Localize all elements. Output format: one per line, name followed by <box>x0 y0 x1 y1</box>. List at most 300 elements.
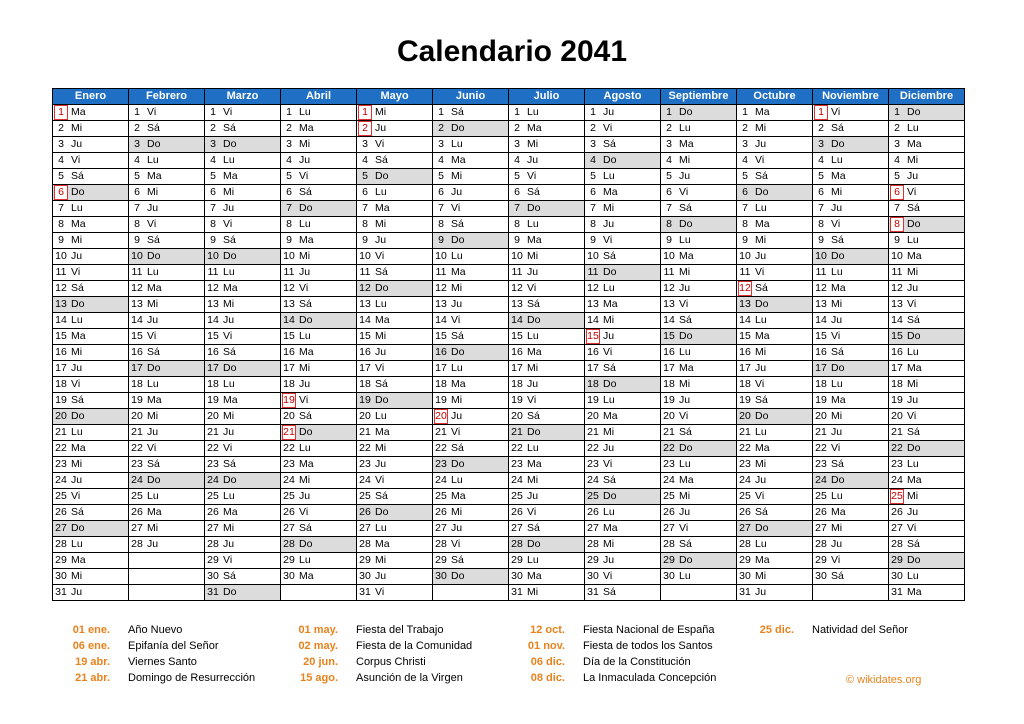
weekday-abbr: Lu <box>223 266 235 278</box>
weekday-abbr: Sá <box>831 458 844 470</box>
day-cell <box>661 457 737 473</box>
empty-cell <box>129 569 205 585</box>
weekday-abbr: Vi <box>223 218 233 230</box>
day-number: 4 <box>286 154 292 166</box>
day-cell <box>889 313 965 329</box>
day-cell <box>281 233 357 249</box>
weekday-abbr: Ma <box>299 458 314 470</box>
day-cell <box>509 441 585 457</box>
weekday-abbr: Vi <box>375 474 385 486</box>
weekday-abbr: Lu <box>755 314 767 326</box>
day-cell <box>281 265 357 281</box>
day-cell <box>281 361 357 377</box>
day-cell <box>53 233 129 249</box>
month-header: Febrero <box>129 89 205 105</box>
day-number: 21 <box>131 426 143 438</box>
day-number: 3 <box>286 138 292 150</box>
day-cell <box>737 393 813 409</box>
day-number: 16 <box>435 346 447 358</box>
day-cell <box>661 489 737 505</box>
day-number: 6 <box>54 185 68 200</box>
weekday-abbr: Lu <box>755 426 767 438</box>
day-number: 4 <box>590 154 596 166</box>
weekday-abbr: Vi <box>907 522 917 534</box>
day-number: 8 <box>134 218 140 230</box>
day-cell <box>205 441 281 457</box>
weekday-abbr: Do <box>603 490 617 502</box>
weekday-abbr: Do <box>375 170 389 182</box>
weekday-abbr: Ma <box>679 138 694 150</box>
holiday-date: 20 jun. <box>303 656 338 668</box>
weekday-abbr: Mi <box>71 122 83 134</box>
day-number: 4 <box>362 154 368 166</box>
day-cell <box>281 329 357 345</box>
weekday-abbr: Vi <box>147 330 157 342</box>
weekday-abbr: Ma <box>375 538 390 550</box>
weekday-abbr: Lu <box>375 410 387 422</box>
empty-cell <box>433 585 509 601</box>
day-cell <box>889 457 965 473</box>
day-number: 17 <box>131 362 143 374</box>
day-cell <box>889 585 965 601</box>
day-number: 16 <box>815 346 827 358</box>
weekday-abbr: Lu <box>755 202 767 214</box>
weekday-abbr: Lu <box>907 234 919 246</box>
weekday-abbr: Ju <box>527 154 539 166</box>
holiday-column <box>507 622 716 686</box>
day-number: 11 <box>891 266 903 278</box>
weekday-abbr: Sá <box>223 570 236 582</box>
day-number: 15 <box>283 330 295 342</box>
weekday-abbr: Ju <box>299 154 311 166</box>
weekday-abbr: Lu <box>299 218 311 230</box>
weekday-abbr: Sá <box>907 426 920 438</box>
day-cell <box>433 105 509 121</box>
weekday-abbr: Ma <box>71 442 86 454</box>
day-cell <box>813 409 889 425</box>
day-row <box>53 569 965 585</box>
day-number: 8 <box>514 218 520 230</box>
day-number: 6 <box>210 186 216 198</box>
weekday-abbr: Vi <box>831 442 841 454</box>
day-number: 17 <box>815 362 827 374</box>
weekday-abbr: Do <box>603 154 617 166</box>
day-number: 28 <box>55 538 67 550</box>
day-cell <box>813 217 889 233</box>
day-number: 6 <box>438 186 444 198</box>
weekday-abbr: Ma <box>223 394 238 406</box>
weekday-abbr: Vi <box>299 394 309 406</box>
weekday-abbr: Do <box>527 202 541 214</box>
weekday-abbr: Sá <box>831 346 844 358</box>
day-cell <box>585 153 661 169</box>
weekday-abbr: Vi <box>451 202 461 214</box>
weekday-abbr: Sá <box>299 410 312 422</box>
weekday-abbr: Do <box>299 202 313 214</box>
day-number: 17 <box>663 362 675 374</box>
day-cell <box>433 393 509 409</box>
holiday-date: 02 may. <box>298 640 338 652</box>
day-cell <box>509 553 585 569</box>
day-number: 13 <box>815 298 827 310</box>
weekday-abbr: Lu <box>451 362 463 374</box>
weekday-abbr: Vi <box>147 106 157 118</box>
weekday-abbr: Sá <box>299 298 312 310</box>
day-number: 15 <box>739 330 751 342</box>
weekday-abbr: Mi <box>679 266 691 278</box>
empty-cell <box>129 585 205 601</box>
day-number: 25 <box>739 490 751 502</box>
weekday-abbr: Ju <box>147 202 159 214</box>
weekday-abbr: Mi <box>147 298 159 310</box>
day-number: 28 <box>207 538 219 550</box>
weekday-abbr: Lu <box>527 106 539 118</box>
weekday-abbr: Vi <box>223 442 233 454</box>
day-number: 21 <box>435 426 447 438</box>
day-cell <box>889 105 965 121</box>
day-number: 21 <box>587 426 599 438</box>
day-cell <box>205 297 281 313</box>
day-number: 26 <box>587 506 599 518</box>
day-cell <box>889 281 965 297</box>
day-cell <box>129 313 205 329</box>
weekday-abbr: Ju <box>755 362 767 374</box>
day-row <box>53 233 965 249</box>
day-number: 19 <box>663 394 675 406</box>
month-header: Mayo <box>357 89 433 105</box>
weekday-abbr: Vi <box>299 506 309 518</box>
day-cell <box>357 569 433 585</box>
day-cell <box>433 137 509 153</box>
day-cell <box>281 409 357 425</box>
day-row <box>53 377 965 393</box>
weekday-abbr: Sá <box>603 250 616 262</box>
day-number: 12 <box>739 282 751 294</box>
day-cell <box>53 521 129 537</box>
day-cell <box>737 521 813 537</box>
day-number: 22 <box>283 442 295 454</box>
month-header: Noviembre <box>813 89 889 105</box>
day-cell <box>433 377 509 393</box>
day-number: 17 <box>207 362 219 374</box>
weekday-abbr: Mi <box>223 298 235 310</box>
weekday-abbr: Ju <box>375 346 387 358</box>
weekday-abbr: Vi <box>375 138 385 150</box>
weekday-abbr: Ma <box>831 394 846 406</box>
day-cell <box>889 329 965 345</box>
day-number: 9 <box>894 234 900 246</box>
day-cell <box>813 297 889 313</box>
day-cell <box>737 441 813 457</box>
weekday-abbr: Sá <box>223 346 236 358</box>
weekday-abbr: Do <box>147 138 161 150</box>
day-cell <box>281 537 357 553</box>
weekday-abbr: Sá <box>907 202 920 214</box>
weekday-abbr: Mi <box>603 202 615 214</box>
weekday-abbr: Ma <box>299 234 314 246</box>
day-cell <box>281 553 357 569</box>
weekday-abbr: Vi <box>375 586 385 598</box>
weekday-abbr: Sá <box>299 522 312 534</box>
day-cell <box>889 249 965 265</box>
day-cell <box>357 217 433 233</box>
weekday-abbr: Ma <box>147 282 162 294</box>
day-number: 17 <box>435 362 447 374</box>
day-number: 1 <box>54 105 68 120</box>
day-cell <box>129 473 205 489</box>
day-number: 7 <box>58 202 64 214</box>
day-cell <box>585 217 661 233</box>
weekday-abbr: Mi <box>147 410 159 422</box>
holiday-name: Año Nuevo <box>128 624 183 636</box>
day-row <box>53 313 965 329</box>
weekday-abbr: Ma <box>755 218 770 230</box>
weekday-abbr: Sá <box>451 330 464 342</box>
day-number: 24 <box>359 474 371 486</box>
day-cell <box>585 265 661 281</box>
day-number: 15 <box>131 330 143 342</box>
day-cell <box>205 361 281 377</box>
weekday-abbr: Do <box>679 218 693 230</box>
day-number: 19 <box>55 394 67 406</box>
day-number: 22 <box>131 442 143 454</box>
weekday-abbr: Lu <box>679 122 691 134</box>
weekday-abbr: Ju <box>223 426 235 438</box>
day-cell <box>509 153 585 169</box>
day-number: 23 <box>55 458 67 470</box>
weekday-abbr: Do <box>375 394 389 406</box>
holiday-date: 01 ene. <box>72 624 110 636</box>
weekday-abbr: Ma <box>527 346 542 358</box>
day-cell <box>357 553 433 569</box>
day-number: 15 <box>663 330 675 342</box>
day-cell <box>737 329 813 345</box>
day-number: 17 <box>739 362 751 374</box>
day-number: 16 <box>587 346 599 358</box>
day-row <box>53 553 965 569</box>
day-cell <box>53 297 129 313</box>
day-number: 25 <box>815 490 827 502</box>
weekday-abbr: Ju <box>831 314 843 326</box>
day-number: 18 <box>435 378 447 390</box>
day-number: 24 <box>739 474 751 486</box>
day-cell <box>205 121 281 137</box>
day-cell <box>53 137 129 153</box>
day-row <box>53 441 965 457</box>
weekday-abbr: Mi <box>755 458 767 470</box>
day-cell <box>813 457 889 473</box>
day-number: 19 <box>435 394 447 406</box>
day-cell <box>357 409 433 425</box>
day-number: 11 <box>55 266 67 278</box>
weekday-abbr: Vi <box>451 426 461 438</box>
month-header: Agosto <box>585 89 661 105</box>
weekday-abbr: Sá <box>71 394 84 406</box>
day-row <box>53 121 965 137</box>
weekday-abbr: Mi <box>375 554 387 566</box>
weekday-abbr: Vi <box>299 282 309 294</box>
weekday-abbr: Ma <box>679 474 694 486</box>
day-number: 13 <box>891 298 903 310</box>
day-cell <box>889 153 965 169</box>
day-number: 26 <box>435 506 447 518</box>
day-cell <box>585 473 661 489</box>
day-cell <box>281 217 357 233</box>
day-cell <box>281 169 357 185</box>
day-cell <box>433 217 509 233</box>
weekday-abbr: Lu <box>679 234 691 246</box>
day-cell <box>53 281 129 297</box>
day-number: 1 <box>894 106 900 118</box>
day-cell <box>357 169 433 185</box>
day-number: 2 <box>742 122 748 134</box>
weekday-abbr: Vi <box>223 330 233 342</box>
day-number: 10 <box>587 250 599 262</box>
day-number: 22 <box>739 442 751 454</box>
day-number: 15 <box>55 330 67 342</box>
day-cell <box>129 185 205 201</box>
day-cell <box>737 409 813 425</box>
weekday-abbr: Ju <box>147 426 159 438</box>
day-cell <box>737 297 813 313</box>
day-cell <box>281 521 357 537</box>
day-number: 5 <box>286 170 292 182</box>
day-cell <box>889 185 965 201</box>
day-row <box>53 361 965 377</box>
day-cell <box>205 457 281 473</box>
day-cell <box>585 313 661 329</box>
weekday-abbr: Ju <box>679 394 691 406</box>
day-number: 6 <box>742 186 748 198</box>
day-cell <box>889 121 965 137</box>
day-cell <box>281 345 357 361</box>
day-cell <box>737 137 813 153</box>
weekday-abbr: Do <box>679 554 693 566</box>
day-cell <box>53 505 129 521</box>
holiday-date: 01 may. <box>298 624 338 636</box>
day-cell <box>433 553 509 569</box>
day-cell <box>889 217 965 233</box>
day-number: 4 <box>210 154 216 166</box>
day-cell <box>129 297 205 313</box>
day-number: 14 <box>511 314 523 326</box>
day-number: 6 <box>514 186 520 198</box>
day-cell <box>889 569 965 585</box>
holiday-date: 19 abr. <box>75 656 110 668</box>
weekday-abbr: Mi <box>907 378 919 390</box>
weekday-abbr: Vi <box>71 490 81 502</box>
day-number: 5 <box>894 170 900 182</box>
weekday-abbr: Sá <box>831 234 844 246</box>
weekday-abbr: Lu <box>527 554 539 566</box>
weekday-abbr: Do <box>527 426 541 438</box>
day-cell <box>433 185 509 201</box>
weekday-abbr: Vi <box>603 570 613 582</box>
weekday-abbr: Vi <box>907 410 917 422</box>
day-cell <box>737 585 813 601</box>
day-cell <box>585 281 661 297</box>
weekday-abbr: Ma <box>755 106 770 118</box>
day-cell <box>281 249 357 265</box>
weekday-abbr: Ju <box>527 490 539 502</box>
day-number: 15 <box>891 330 903 342</box>
day-cell <box>585 185 661 201</box>
day-cell <box>53 185 129 201</box>
day-cell <box>433 265 509 281</box>
day-number: 4 <box>134 154 140 166</box>
holiday-item <box>52 622 255 638</box>
weekday-abbr: Do <box>679 442 693 454</box>
day-cell <box>509 233 585 249</box>
day-cell <box>129 201 205 217</box>
weekday-abbr: Ju <box>527 266 539 278</box>
day-cell <box>129 329 205 345</box>
day-cell <box>737 361 813 377</box>
day-number: 15 <box>815 330 827 342</box>
weekday-abbr: Mi <box>755 346 767 358</box>
day-cell <box>53 393 129 409</box>
weekday-abbr: Ma <box>299 122 314 134</box>
day-cell <box>357 473 433 489</box>
weekday-abbr: Sá <box>679 538 692 550</box>
day-number: 15 <box>207 330 219 342</box>
day-cell <box>53 249 129 265</box>
day-number: 27 <box>663 522 675 534</box>
weekday-abbr: Vi <box>147 442 157 454</box>
holiday-item <box>280 670 472 686</box>
weekday-abbr: Vi <box>223 554 233 566</box>
weekday-abbr: Do <box>223 586 237 598</box>
day-cell <box>813 313 889 329</box>
weekday-abbr: Sá <box>603 362 616 374</box>
weekday-abbr: Mi <box>375 106 387 118</box>
weekday-abbr: Vi <box>147 218 157 230</box>
day-cell <box>661 153 737 169</box>
day-number: 1 <box>814 105 828 120</box>
day-number: 21 <box>511 426 523 438</box>
day-number: 14 <box>739 314 751 326</box>
day-number: 30 <box>663 570 675 582</box>
weekday-abbr: Mi <box>71 234 83 246</box>
day-number: 8 <box>890 217 904 232</box>
holiday-date: 15 ago. <box>300 672 338 684</box>
weekday-abbr: Do <box>603 378 617 390</box>
weekday-abbr: Ju <box>71 474 83 486</box>
day-cell <box>357 201 433 217</box>
day-number: 2 <box>134 122 140 134</box>
weekday-abbr: Ma <box>603 186 618 198</box>
weekday-abbr: Sá <box>147 234 160 246</box>
day-number: 11 <box>587 266 599 278</box>
day-cell <box>281 377 357 393</box>
weekday-abbr: Sá <box>527 298 540 310</box>
weekday-abbr: Vi <box>831 106 841 118</box>
weekday-abbr: Mi <box>71 458 83 470</box>
credit-link[interactable]: © wikidates.org <box>846 674 922 686</box>
weekday-abbr: Mi <box>299 250 311 262</box>
weekday-abbr: Do <box>831 250 845 262</box>
weekday-abbr: Lu <box>831 266 843 278</box>
weekday-abbr: Mi <box>299 474 311 486</box>
day-number: 8 <box>666 218 672 230</box>
weekday-abbr: Mi <box>451 506 463 518</box>
weekday-abbr: Do <box>831 362 845 374</box>
weekday-abbr: Sá <box>603 138 616 150</box>
holiday-column <box>280 622 472 686</box>
day-cell <box>889 489 965 505</box>
day-number: 19 <box>891 394 903 406</box>
day-number: 13 <box>55 298 67 310</box>
